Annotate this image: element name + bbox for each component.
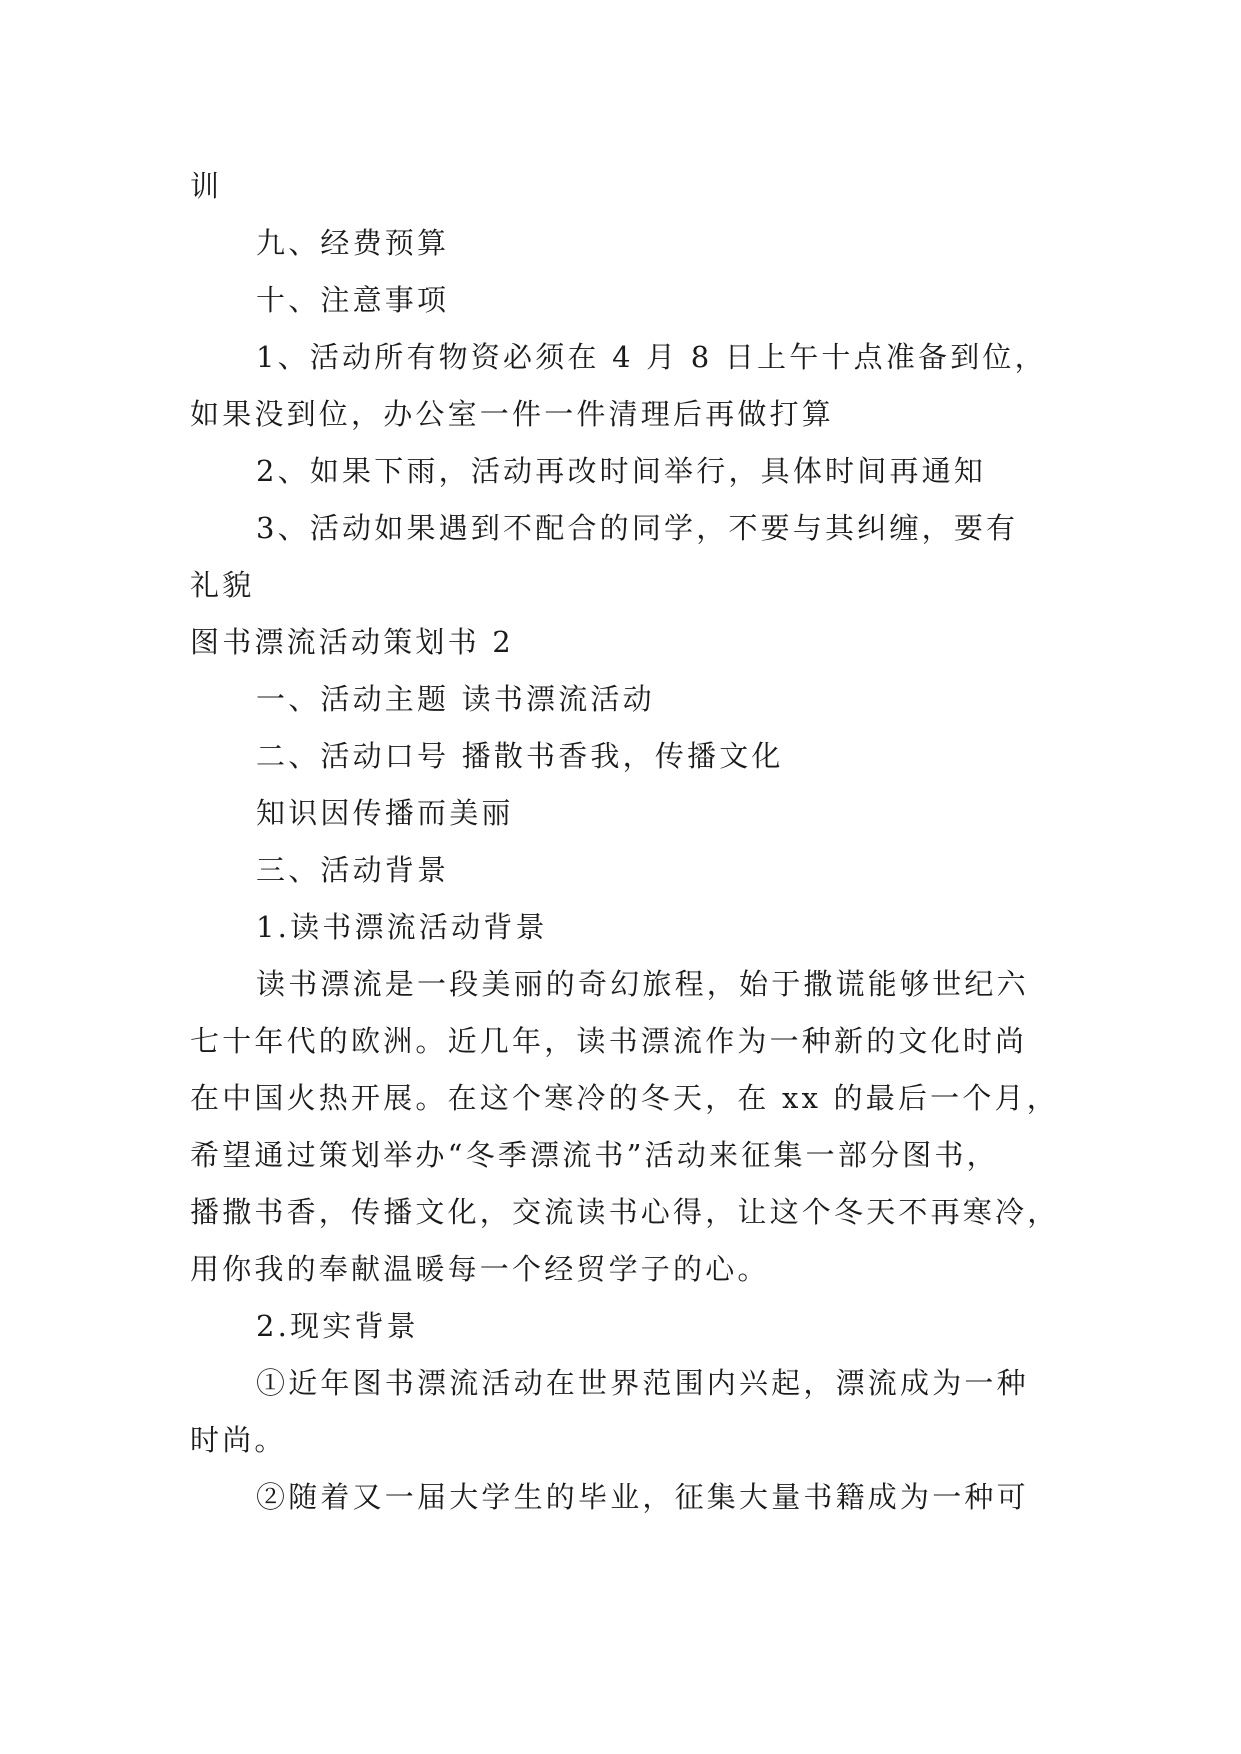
- section-heading: 九、经费预算: [256, 226, 450, 260]
- section-heading: 二、活动口号 播散书香我，传播文化: [256, 739, 784, 773]
- paragraph-line: 如果没到位，办公室一件一件清理后再做打算: [190, 397, 835, 431]
- list-item: 3、活动如果遇到不配合的同学，不要与其纠缠，要有: [256, 511, 1019, 545]
- paragraph-line: 礼貌: [190, 568, 255, 602]
- list-item: 1、活动所有物资必须在 4 月 8 日上午十点准备到位，: [256, 340, 1047, 374]
- section-heading: 三、活动背景: [256, 853, 450, 887]
- section-heading: 一、活动主题 读书漂流活动: [256, 682, 655, 716]
- section-heading: 十、注意事项: [256, 283, 450, 317]
- paragraph-line: 用你我的奉献温暖每一个经贸学子的心。: [190, 1252, 770, 1286]
- paragraph-line: 知识因传播而美丽: [256, 796, 514, 830]
- paragraph-line: 在中国火热开展。在这个寒冷的冬天，在 xx 的最后一个月，: [190, 1081, 1059, 1115]
- subsection-heading: 1.读书漂流活动背景: [256, 910, 548, 944]
- paragraph-line: ①近年图书漂流活动在世界范围内兴起，漂流成为一种: [256, 1366, 1029, 1400]
- paragraph-line: 时尚。: [190, 1423, 287, 1457]
- paragraph-line: 读书漂流是一段美丽的奇幻旅程，始于撒谎能够世纪六: [256, 967, 1029, 1001]
- paragraph-line: 希望通过策划举办“冬季漂流书”活动来征集一部分图书，: [190, 1138, 999, 1172]
- paragraph-line: 播撒书香，传播文化，交流读书心得，让这个冬天不再寒冷，: [190, 1195, 1060, 1229]
- list-item: 2、如果下雨，活动再改时间举行，具体时间再通知: [256, 454, 987, 488]
- paragraph-line: ②随着又一届大学生的毕业，征集大量书籍成为一种可: [256, 1480, 1029, 1514]
- paragraph-line: 训: [190, 169, 223, 203]
- subsection-heading: 2.现实背景: [256, 1309, 419, 1343]
- document-title: 图书漂流活动策划书 2: [190, 625, 514, 659]
- paragraph-line: 七十年代的欧洲。近几年，读书漂流作为一种新的文化时尚: [190, 1024, 1028, 1058]
